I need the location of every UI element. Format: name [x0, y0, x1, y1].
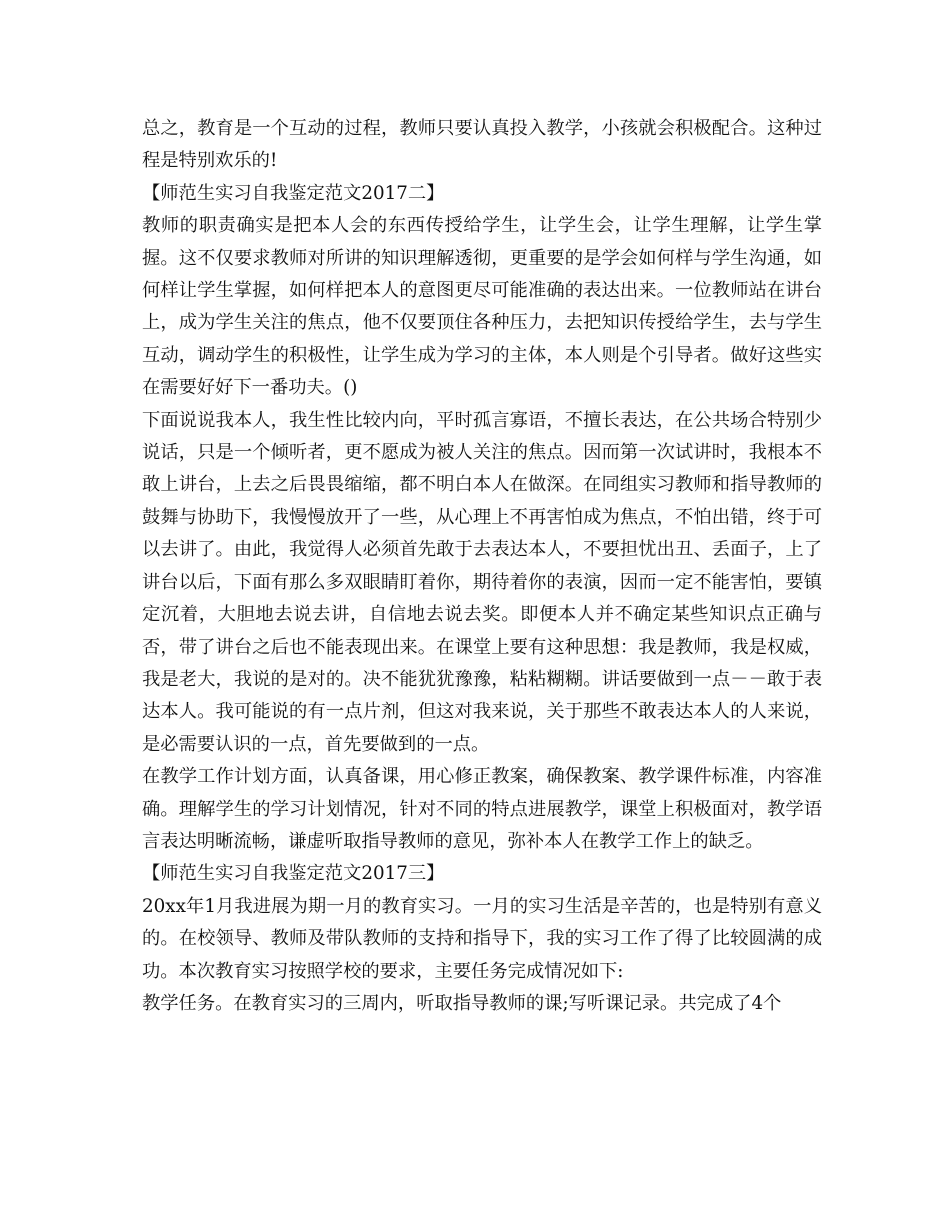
- section-heading-three: 【师范生实习自我鉴定范文2017三】: [142, 863, 445, 885]
- section-heading-two: 【师范生实习自我鉴定范文2017二】: [142, 182, 445, 204]
- paragraph-personal-growth: 下面说说我本人，我生性比较内向，平时孤言寡语，不擅长表达，在公共场合特别少说话，只是一个倾听者，更不愿成为被人关注的焦点。因而第一次试讲时，我根本不敢上讲台，上去之后畏畏缩缩，都不明白本人在做深。在同组实习教师和指导教师的鼓舞与协助下，我慢慢放开了一些，从心理上不再害怕成为焦点，不怕出错，终于可以去讲了。由此，我觉得人必须首先敢于去表达本人，不要担忧出丑、丢面子，上了讲台以后，下面有那么多双眼睛盯着你，期待着你的表演，因而一定不能害怕，要镇定沉着，大胆地去说去讲，自信地去说去奖。即便本人并不确定某些知识点正确与否，带了讲台之后也不能表现出来。在课堂上要有这种思想：我是教师，我是权威，我是老大，我说的是对的。决不能犹犹豫豫，粘粘糊糊。讲话要做到一点－－敢于表达本人。我可能说的有一点片剂，但这对我来说，关于那些不敢表达本人的人来说，是必需要认识的一点，首先要做到的一点。: [142, 409, 822, 755]
- paragraph-internship-intro: 20xx年1月我进展为期一月的教育实习。一月的实习生活是辛苦的，也是特别有意义的。在校领导、教师及带队教师的支持和指导下，我的实习工作了得了比较圆满的成功。本次教育实习按照学校的要求，主要任务完成情况如下:: [142, 895, 822, 982]
- paragraph-teaching-tasks: 教学任务。在教育实习的三周内，听取指导教师的课;写听课记录。共完成了4个: [142, 992, 782, 1014]
- paragraph-teacher-duty: 教师的职责确实是把本人会的东西传授给学生，让学生会，让学生理解，让学生掌握。这不仅要求教师对所讲的知识理解透彻，更重要的是学会如何样与学生沟通，如何样让学生掌握，如何样把本人的意图更尽可能准确的表达出来。一位教师站在讲台上，成为学生关注的焦点，他不仅要顶住各种压力，去把知识传授给学生，去与学生互动，调动学生的积极性，让学生成为学习的主体，本人则是个引导者。做好这些实在需要好好下一番功夫。(): [142, 215, 822, 399]
- paragraph-teaching-plan: 在教学工作计划方面，认真备课，用心修正教案，确保教案、教学课件标准，内容准确。理解学生的学习计划情况，针对不同的特点进展教学，课堂上积极面对，教学语言表达明晰流畅，谦虚听取指导教师的意见，弥补本人在教学工作上的缺乏。: [142, 766, 822, 852]
- paragraph-conclusion: 总之，教育是一个互动的过程，教师只要认真投入教学，小孩就会积极配合。这种过程是特别欢乐的!: [142, 118, 822, 172]
- document-page: [142, 113, 822, 1020]
